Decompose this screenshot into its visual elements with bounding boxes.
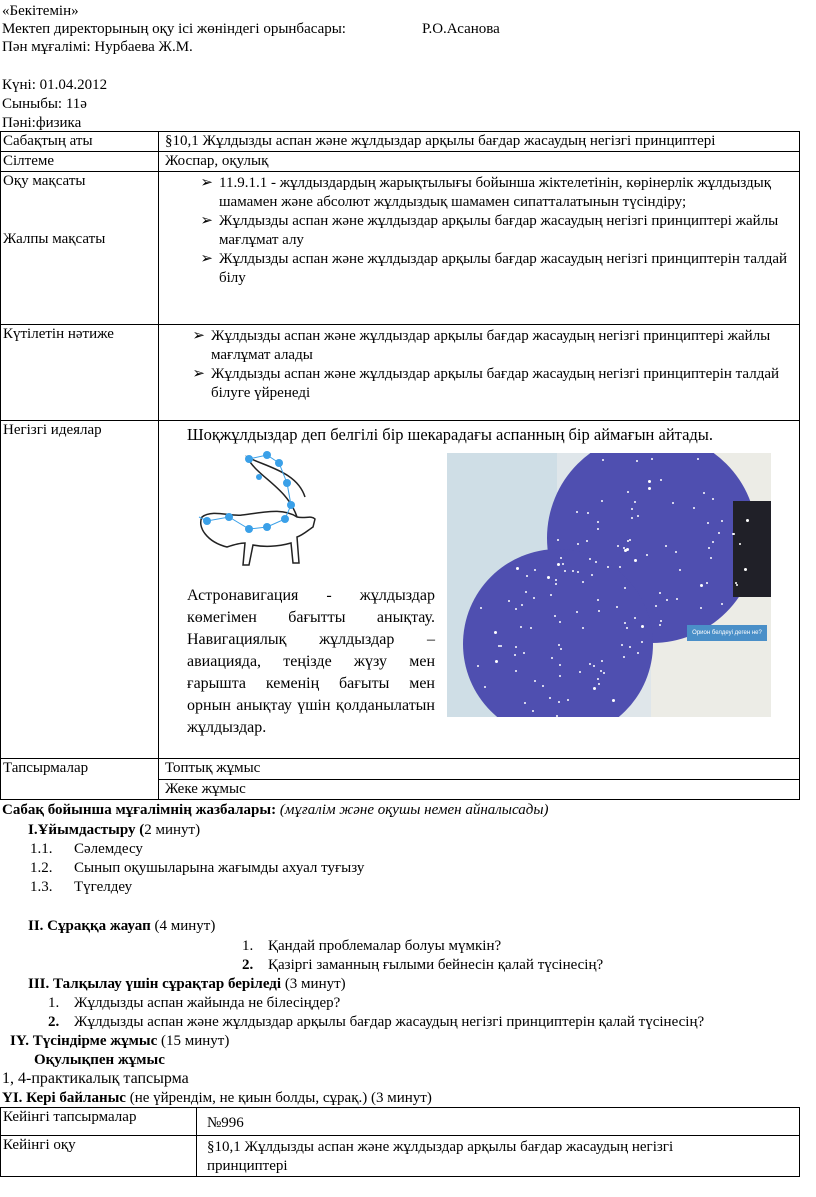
- star-dot: [550, 594, 552, 596]
- grade-line: Сыныбы: 11ә: [2, 96, 87, 112]
- star-dot: [557, 539, 559, 541]
- star-dot: [706, 582, 708, 584]
- star-dot: [516, 567, 519, 570]
- star-dot: [534, 680, 536, 682]
- star-dot: [556, 715, 558, 717]
- star-dot: [593, 687, 596, 690]
- s3-title: III. Талқылау үшін сұрақтар беріледі (3 минут): [28, 976, 346, 992]
- s3-item: 2. Жұлдызды аспан және жұлдыздар арқылы бағдар жасаудың негізгі принциптерін қалай түсінесің?: [48, 1014, 705, 1030]
- subject-line: Пәні:физика: [2, 115, 82, 131]
- star-dot: [595, 561, 597, 563]
- star-dot: [601, 660, 603, 662]
- book-caption: Орион белдеуі деген не?: [687, 625, 767, 641]
- star-dot: [721, 603, 723, 605]
- goals-label-cell: [1, 172, 159, 325]
- star-dot: [637, 515, 639, 517]
- deputy-line: [2, 20, 346, 38]
- star-dot: [621, 644, 623, 646]
- hw-label: Кейінгі тапсырмалар: [1, 1108, 197, 1136]
- star-dot: [648, 480, 651, 483]
- s1-item: 1.2. Сынып оқушыларына жағымды ахуал туғызу: [30, 860, 365, 876]
- result-label: Күтілетін нәтиже: [1, 325, 159, 421]
- star-dot: [648, 487, 651, 490]
- goal-item: ➢ Жұлдызды аспан және жұлдыздар арқылы бағдар жасаудың негізгі принциптері жайлы мағлұмат алу: [200, 213, 779, 248]
- deputy-label: Мектеп директорының оқу ісі жөніндегі орынбасары:: [2, 21, 346, 37]
- plan-table: [0, 131, 800, 800]
- star-dot: [582, 627, 584, 629]
- star-dot: [659, 592, 661, 594]
- star-dot: [558, 701, 560, 703]
- task-group: Топтық жұмыс: [159, 759, 800, 780]
- star-dot: [693, 507, 695, 509]
- star-dot: [547, 576, 550, 579]
- star-dot: [477, 665, 479, 667]
- hw-value: №996: [197, 1108, 800, 1136]
- star-dot: [555, 579, 557, 581]
- s5-title: Оқулықпен жұмыс: [34, 1052, 165, 1068]
- star-dot: [521, 604, 523, 606]
- s6-title: YI. Кері байланыс (не үйрендім, не қиын болды, сұрақ.) (3 минут): [2, 1090, 432, 1106]
- star-dot: [665, 545, 667, 547]
- ref-label: Сілтеме: [1, 152, 159, 172]
- goal-label: Оқу мақсаты: [3, 173, 86, 189]
- results-cell: [159, 325, 800, 421]
- goal-item: ➢ 11.9.1.1 - жұлдыздардың жарықтылығы бойынша жіктелетінін, көрінерлік жұлдыздық шамамен және абсолют жұлдыздық шамамен сипатталатынын түсіндіру;: [200, 175, 772, 210]
- star-dot: [591, 574, 593, 576]
- star-dot: [708, 547, 710, 549]
- s3-item: 1. Жұлдызды аспан жайында не білесіңдер?: [48, 995, 341, 1011]
- orion-inset: [733, 501, 771, 597]
- date-line: Күні: 01.04.2012: [2, 77, 108, 93]
- star-dot: [576, 511, 578, 513]
- s1-title: I.Ұйымдастыру (2 минут): [28, 822, 201, 838]
- star-dot: [655, 605, 657, 607]
- read-label: Кейінгі оқу: [1, 1136, 197, 1177]
- star-dot: [666, 599, 668, 601]
- star-dot: [559, 621, 561, 623]
- star-dot: [636, 460, 638, 462]
- goals-cell: [159, 172, 800, 325]
- result-item: ➢ Жұлдызды аспан және жұлдыздар арқылы бағдар жасаудың негізгі принциптерін талдай білуге үйренеді: [192, 366, 780, 401]
- star-dot: [675, 551, 677, 553]
- ideas-text: Астронавигация - жұлдыздар көмегімен бағытты анықтау. Навигациялық жұлдыздар – авиацияда, теңізде жүзу мен ғарышта кеменің бағыты мен орнын анықтау үшін қолданылатын жұлдыздар.: [187, 587, 435, 736]
- deputy-name: Р.О.Асанова: [422, 21, 500, 37]
- star-dot: [739, 543, 741, 545]
- star-dot: [651, 458, 653, 460]
- result-item: ➢ Жұлдызды аспан және жұлдыздар арқылы бағдар жасаудың негізгі принциптері жайлы мағлұмат алады: [192, 328, 771, 363]
- star-dot: [624, 622, 626, 624]
- homework-table: [0, 1107, 800, 1177]
- star-dot: [525, 591, 527, 593]
- star-dot: [672, 502, 674, 504]
- star-dot: [589, 663, 591, 665]
- star-dot: [712, 541, 714, 543]
- star-dot: [533, 597, 535, 599]
- s2-item: 2. Қазіргі заманның ғылыми бейнесін қалай түсінесің?: [242, 957, 604, 973]
- star-dot: [524, 702, 526, 704]
- s4-title: IY. Түсіндірме жұмыс (15 минут): [10, 1033, 230, 1049]
- ideas-heading: Шоқжұлдыздар деп белгілі бір шекарадағы аспанның бір аймағын айтады.: [187, 425, 714, 444]
- star-dot: [577, 571, 579, 573]
- s1-item: 1.3. Түгелдеу: [30, 879, 133, 895]
- star-dot: [577, 543, 579, 545]
- task-individual: Жеке жұмыс: [159, 780, 800, 800]
- star-dot: [551, 657, 553, 659]
- star-dot: [641, 625, 644, 628]
- teacher-line: Пән мұғалімі: Нурбаева Ж.М.: [2, 39, 193, 55]
- star-dot: [612, 699, 615, 702]
- goal-item: ➢ Жұлдызды аспан және жұлдыздар арқылы бағдар жасаудың негізгі принциптерін талдай білу: [200, 251, 788, 286]
- s1-item: 1.1. Сәлемдесу: [30, 841, 143, 857]
- ideas-cell: [159, 421, 800, 759]
- star-dot: [631, 508, 633, 510]
- s5-text: 1, 4-практикалық тапсырма: [2, 1070, 189, 1087]
- star-dot: [586, 540, 588, 542]
- tasks-label: Тапсырмалар: [1, 759, 159, 800]
- general-goal-label: Жалпы мақсаты: [3, 231, 106, 247]
- approve-line: «Бекітемін»: [2, 3, 79, 19]
- star-dot: [660, 620, 662, 622]
- star-dot: [582, 581, 584, 583]
- star-dot: [707, 522, 709, 524]
- s2-item: 1. Қандай проблемалар болуы мүмкін?: [242, 938, 502, 954]
- notes-title: Сабақ бойынша мұғалімнің жазбалары: (мұғалім және оқушы немен айналысады): [2, 802, 549, 818]
- topic-value: §10,1 Жұлдызды аспан және жұлдыздар арқылы бағдар жасаудың негізгі принциптері: [159, 132, 800, 152]
- ideas-label: Негізгі идеялар: [1, 421, 159, 759]
- star-dot: [532, 710, 534, 712]
- star-atlas-image: [447, 453, 771, 717]
- star-dot: [679, 569, 681, 571]
- star-dot: [514, 654, 516, 656]
- star-dot: [494, 631, 497, 634]
- star-dot: [619, 566, 621, 568]
- ref-value: Жоспар, оқулық: [159, 152, 800, 172]
- topic-label: Сабақтың аты: [1, 132, 159, 152]
- read-value: §10,1 Жұлдызды аспан және жұлдыздар арқылы бағдар жасаудың негізгі принциптері: [197, 1136, 800, 1177]
- star-dot: [697, 458, 699, 460]
- star-dot: [534, 569, 536, 571]
- star-dot: [597, 678, 599, 680]
- star-dot: [629, 646, 631, 648]
- constellation-illustration: [187, 447, 327, 587]
- star-dot: [627, 540, 629, 542]
- s2-title: II. Сұраққа жауап (4 минут): [28, 918, 216, 934]
- star-dot: [623, 656, 625, 658]
